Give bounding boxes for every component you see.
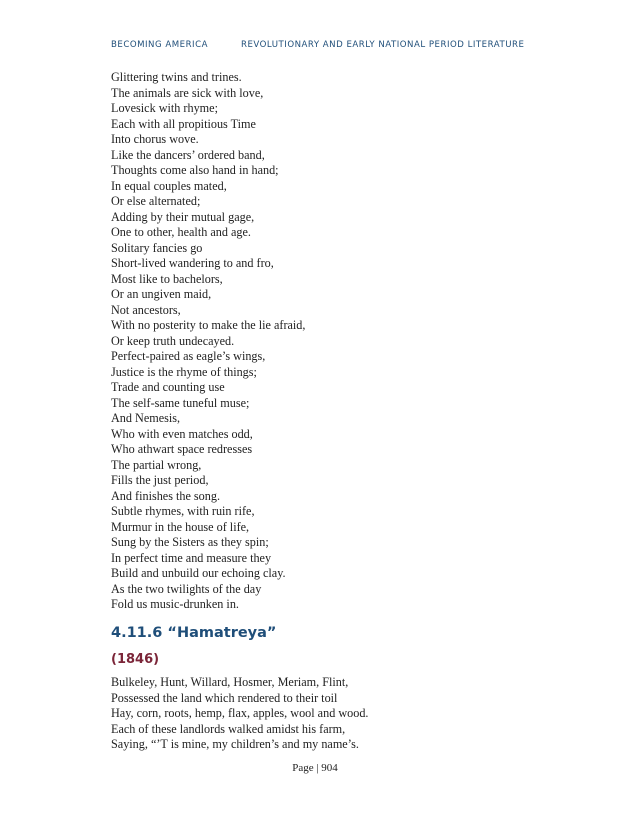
section-heading: 4.11.6 “Hamatreya” (111, 625, 277, 641)
poem-line: Glittering twins and trines. (111, 70, 242, 84)
poem-line: Lovesick with rhyme; (111, 101, 218, 115)
poem-line: Subtle rhymes, with ruin rife, (111, 504, 255, 518)
hamatreya-line: Each of these landlords walked amidst his farm, (111, 721, 346, 736)
hamatreya-line: Bulkeley, Hunt, Willard, Hosmer, Meriam, Flint, (111, 675, 349, 689)
poem-line: Justice is the rhyme of things; (111, 364, 257, 379)
poem-line: Or else alternated; (111, 194, 201, 208)
poem-line: Into chorus wove. (111, 132, 199, 146)
poem-line: Solitary fancies go (111, 240, 203, 255)
poem-line: And finishes the song. (111, 488, 221, 503)
header-book-title: BECOMING AMERICA (111, 40, 208, 50)
poem-line: In equal couples mated, (111, 178, 227, 193)
poem-line: Build and unbuild our echoing clay. (111, 566, 286, 580)
hamatreya-line: Possessed the land which rendered to their toil (111, 690, 338, 705)
hamatreya-line: Hay, corn, roots, hemp, flax, apples, wool and wood. (111, 706, 369, 720)
poem-line: Like the dancers’ ordered band, (111, 147, 265, 162)
poem-line: Fold us music-drunken in. (111, 597, 239, 611)
poem-line: One to other, health and age. (111, 225, 251, 239)
poem-line: Or keep truth undecayed. (111, 333, 235, 348)
poem-line: Murmur in the house of life, (111, 519, 250, 534)
poem-text (111, 70, 305, 613)
poem-line: Thoughts come also hand in hand; (111, 163, 279, 177)
poem-line: Not ancestors, (111, 302, 181, 317)
poem-line: In perfect time and measure they (111, 550, 272, 565)
poem-line: Trade and counting use (111, 380, 225, 394)
poem-line: With no posterity to make the lie afraid, (111, 318, 306, 332)
poem-line: As the two twilights of the day (111, 581, 262, 596)
poem-line: The animals are sick with love, (111, 85, 264, 100)
poem-line: Sung by the Sisters as they spin; (111, 535, 269, 549)
section-year: (1846) (111, 652, 160, 667)
poem-line: Perfect-paired as eagle’s wings, (111, 349, 266, 363)
poem-line: Fills the just period, (111, 473, 209, 487)
poem-line: Or an ungiven maid, (111, 287, 212, 301)
header-section-title: REVOLUTIONARY AND EARLY NATIONAL PERIOD LITERATURE (241, 40, 525, 50)
poem-line: The self-same tuneful muse; (111, 395, 250, 410)
hamatreya-text (111, 675, 368, 753)
poem-line: Adding by their mutual gage, (111, 209, 255, 224)
poem-line: Who athwart space redresses (111, 442, 253, 456)
hamatreya-line: Saying, “’T is mine, my children’s and my name’s. (111, 737, 359, 751)
poem-line: Most like to bachelors, (111, 271, 223, 286)
poem-line: The partial wrong, (111, 457, 202, 472)
poem-line: And Nemesis, (111, 411, 181, 425)
page-number: Page | 904 (292, 762, 338, 774)
running-header (111, 40, 590, 50)
poem-line: Who with even matches odd, (111, 426, 253, 441)
poem-line: Each with all propitious Time (111, 116, 256, 131)
poem-line: Short-lived wandering to and fro, (111, 256, 274, 270)
